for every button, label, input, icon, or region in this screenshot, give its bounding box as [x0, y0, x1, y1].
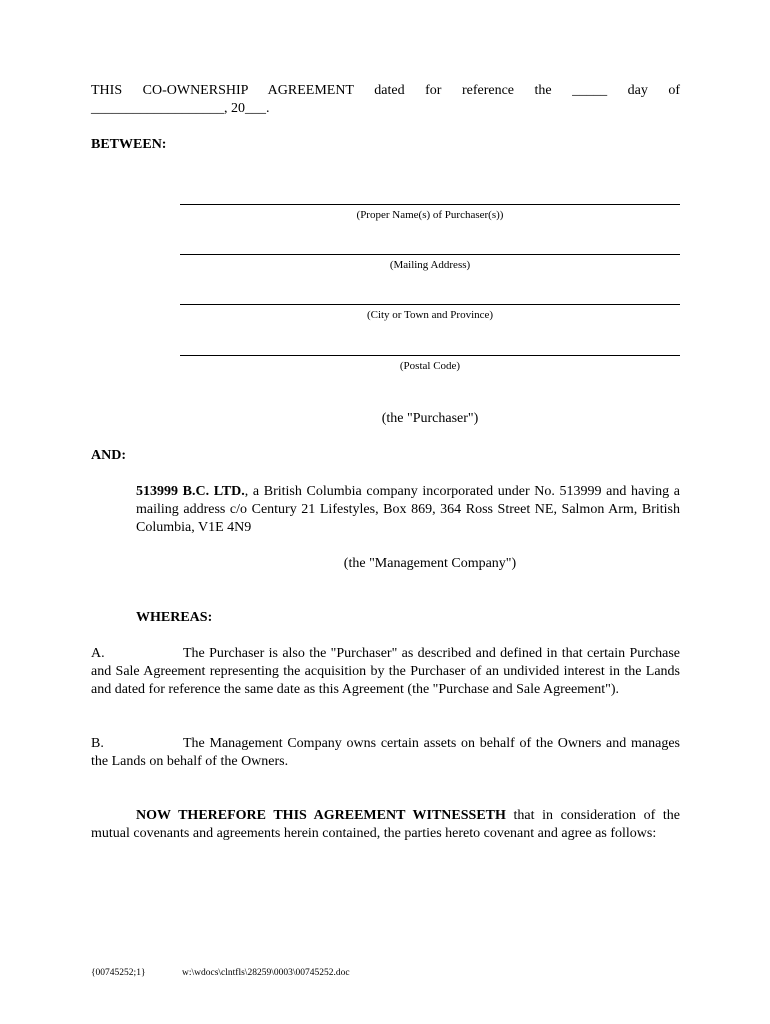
- mailing-address-caption: (Mailing Address): [389, 259, 471, 271]
- title-word: day: [627, 83, 648, 98]
- agreement-title-line: [91, 82, 680, 100]
- title-word: the: [534, 83, 552, 98]
- mailing-address-line: [180, 254, 680, 255]
- date-blank-line: ___________________, 20___.: [91, 101, 270, 116]
- title-word: THIS: [91, 83, 123, 98]
- title-word: reference: [461, 83, 514, 98]
- recital-text: The Purchaser is also the "Purchaser" as described and defined in that certain Purchase and Sale Agreement representing the acquisition by the Purchaser of an undivided interest in the Lands and dated for reference the same date as this Agreement (the "Purchase and Sale Agreement").: [91, 646, 680, 697]
- management-company-designation: (the "Management Company"): [343, 556, 517, 571]
- title-word: for: [425, 83, 442, 98]
- footer-file-path: w:\wdocs\clntfls\28259\0003\00745252.doc: [182, 968, 350, 978]
- day-blank: _____: [572, 83, 608, 98]
- witnesseth-text: that in consideration of the mutual covenants and agreements herein contained, the parties hereto covenant and agree as follows:: [91, 808, 680, 841]
- purchaser-name-line: [180, 204, 680, 205]
- postal-code-caption: (Postal Code): [399, 360, 461, 372]
- witnesseth-lead: NOW THEREFORE THIS AGREEMENT WITNESSETH: [136, 808, 506, 823]
- between-label: BETWEEN:: [91, 137, 167, 152]
- recital-a: [91, 645, 680, 699]
- management-company-paragraph: [136, 483, 680, 537]
- company-name: 513999 B.C. LTD.: [136, 484, 245, 499]
- postal-code-line: [180, 355, 680, 356]
- recital-b: [91, 735, 680, 771]
- recital-text: The Management Company owns certain assets on behalf of the Owners and manages the Lands on behalf of the Owners.: [91, 736, 680, 769]
- purchaser-designation: (the "Purchaser"): [381, 411, 479, 426]
- footer-doc-id: {00745252;1}: [91, 968, 146, 978]
- title-word: of: [668, 83, 681, 98]
- city-province-caption: (City or Town and Province): [366, 309, 494, 321]
- title-word: CO-OWNERSHIP: [142, 83, 248, 98]
- title-word: AGREEMENT: [267, 83, 354, 98]
- whereas-label: WHEREAS:: [136, 610, 213, 625]
- purchaser-name-caption: (Proper Name(s) of Purchaser(s)): [356, 209, 504, 221]
- city-province-line: [180, 304, 680, 305]
- company-description: , a British Columbia company incorporated under No. 513999 and having a mailing address c/o Century 21 Lifestyles, Box 869, 364 Ross Street NE, Salmon Arm, British Columbia, V1E 4N9: [136, 484, 680, 535]
- witnesseth-paragraph: [91, 807, 680, 843]
- recital-letter: B.: [91, 736, 104, 751]
- and-label: AND:: [91, 448, 126, 463]
- recital-letter: A.: [91, 646, 105, 661]
- title-word: dated: [374, 83, 405, 98]
